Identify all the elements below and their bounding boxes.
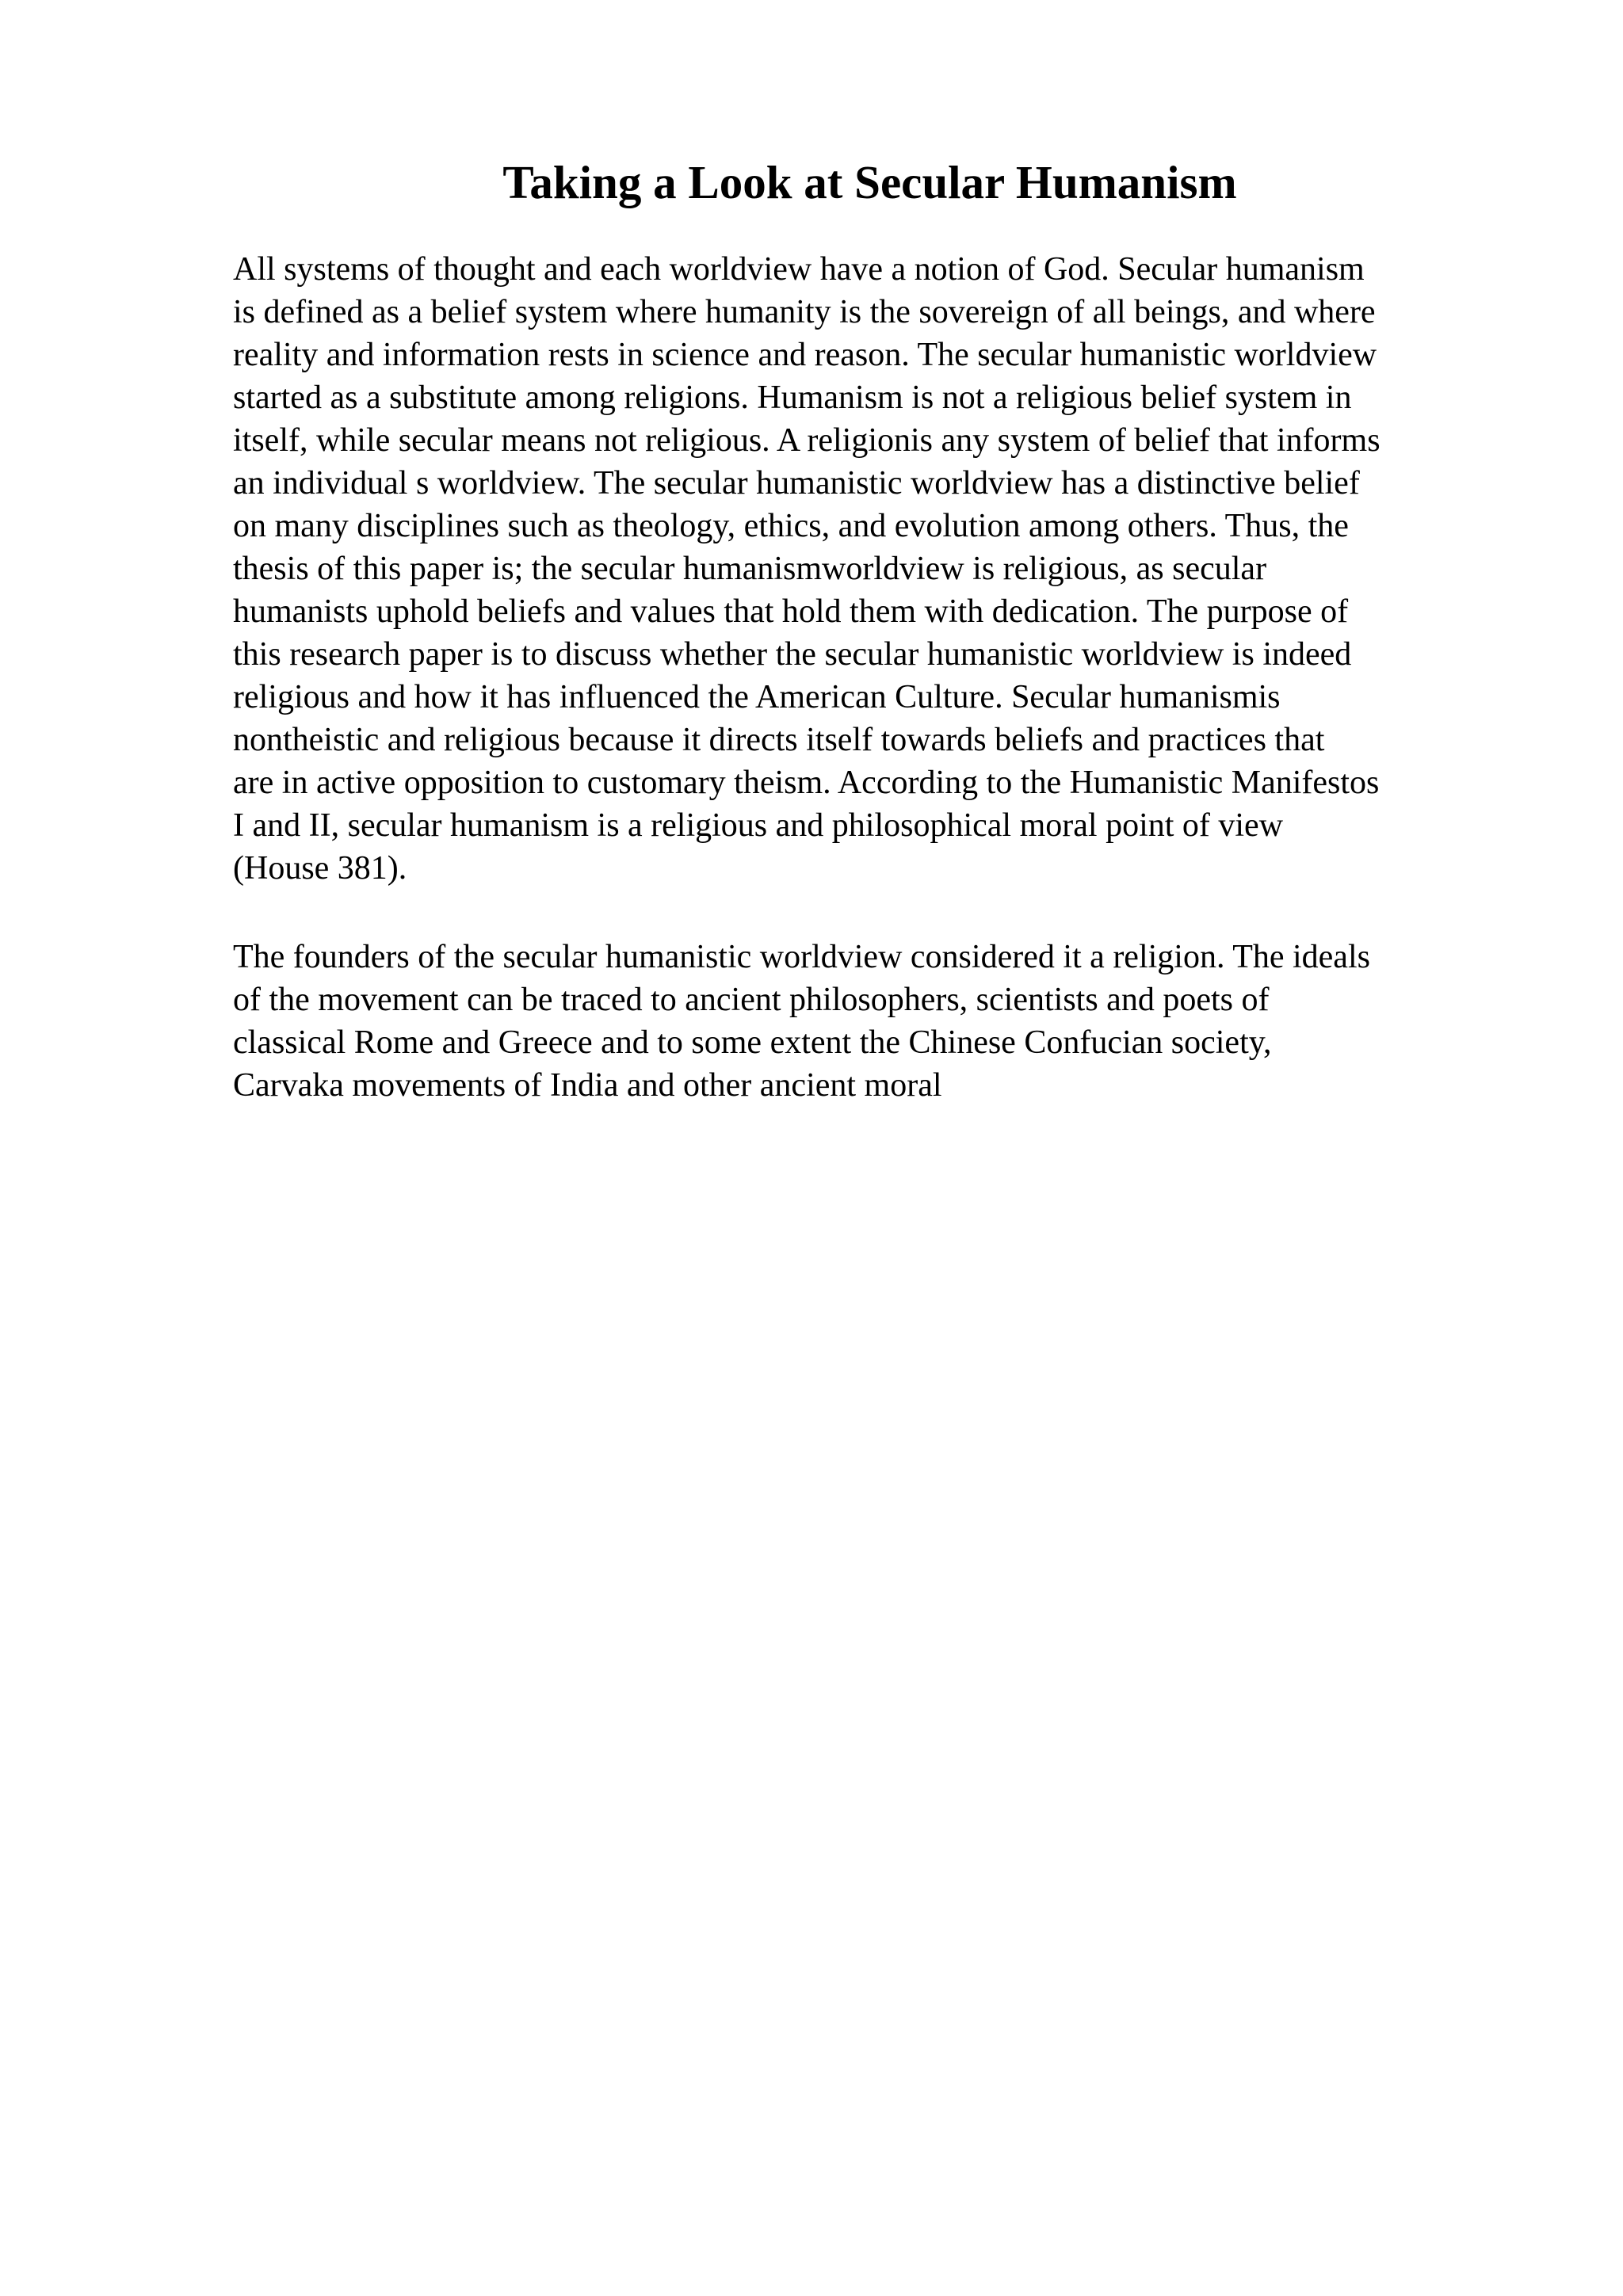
paragraph-line: Carvaka movements of India and other ancient moral — [233, 1067, 942, 1104]
paragraph-line: religious and how it has influenced the American Culture. Secular humanismis — [233, 679, 1281, 715]
paragraph-line: reality and information rests in science and reason. The secular humanistic worldview — [233, 337, 1377, 373]
paragraph-line: started as a substitute among religions. Humanism is not a religious belief system in — [233, 379, 1352, 416]
paragraph-line: All systems of thought and each worldview have a notion of God. Secular humanism — [233, 251, 1365, 288]
paragraph-line: The founders of the secular humanistic worldview considered it a religion. The ideals — [233, 939, 1370, 975]
paragraph-line: are in active opposition to customary theism. According to the Humanistic Manifestos — [233, 765, 1380, 801]
paragraph-1 — [233, 248, 1533, 890]
paragraph-2 — [233, 936, 1533, 1107]
document-title: Taking a Look at Secular Humanism — [502, 156, 1237, 208]
paragraph-line: on many disciplines such as theology, ethics, and evolution among others. Thus, the — [233, 508, 1349, 544]
paragraph-line: nontheistic and religious because it directs itself towards beliefs and practices that — [233, 722, 1325, 758]
paragraph-line: I and II, secular humanism is a religious and philosophical moral point of view — [233, 807, 1284, 844]
paragraph-line: is defined as a belief system where humanity is the sovereign of all beings, and where — [233, 294, 1376, 330]
paragraph-line: thesis of this paper is; the secular humanismworldview is religious, as secular — [233, 551, 1267, 587]
paragraph-line: itself, while secular means not religious. A religionis any system of belief that informs — [233, 422, 1381, 459]
paragraph-line: humanists uphold beliefs and values that hold them with dedication. The purpose of — [233, 593, 1349, 630]
paragraph-line: classical Rome and Greece and to some extent the Chinese Confucian society, — [233, 1024, 1272, 1061]
paragraph-line: an individual s worldview. The secular humanistic worldview has a distinctive belief — [233, 465, 1360, 502]
paragraph-line: (House 381). — [233, 850, 407, 887]
paragraph-line: of the movement can be traced to ancient philosophers, scientists and poets of — [233, 982, 1270, 1018]
paragraph-line: this research paper is to discuss whether the secular humanistic worldview is indeed — [233, 636, 1352, 673]
